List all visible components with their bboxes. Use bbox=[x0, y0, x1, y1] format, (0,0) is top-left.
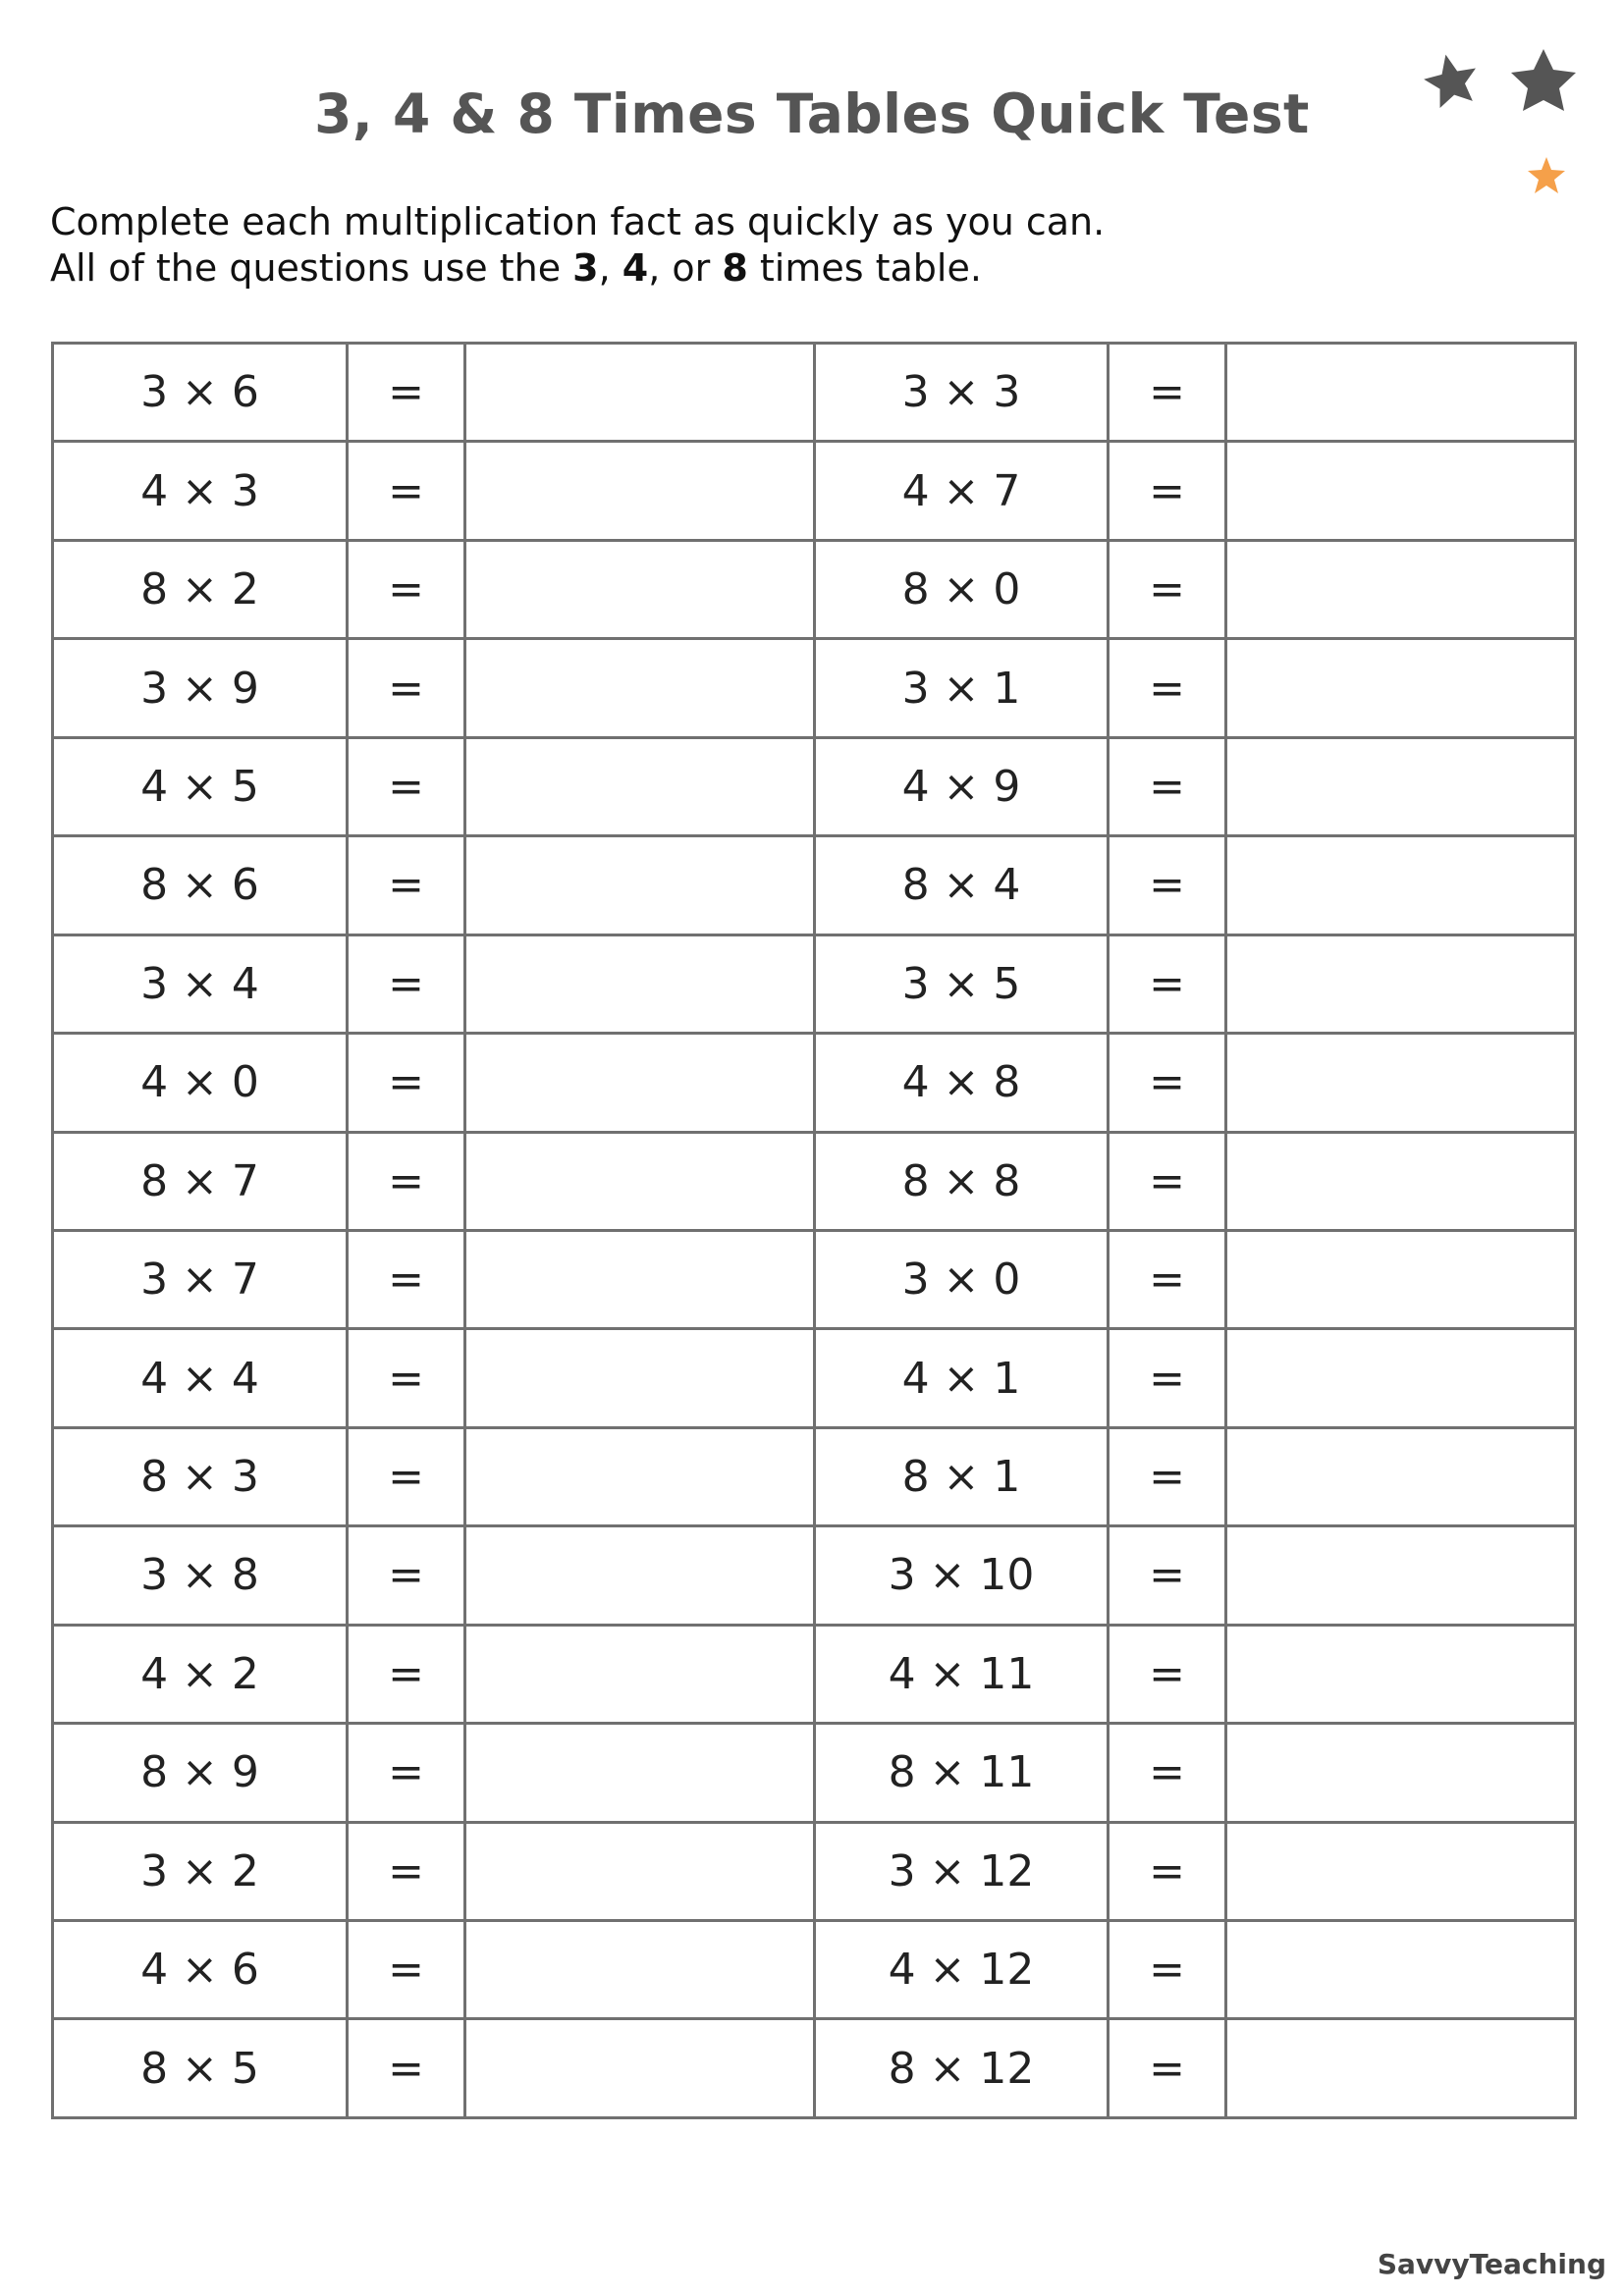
answer-box-left[interactable] bbox=[465, 442, 815, 540]
equals-sign: = bbox=[1109, 1526, 1226, 1625]
equals-sign: = bbox=[1109, 1329, 1226, 1427]
table-row bbox=[53, 1724, 1576, 1822]
answer-box-right[interactable] bbox=[1226, 1427, 1576, 1525]
equals-sign: = bbox=[348, 1132, 465, 1230]
equals-sign: = bbox=[1109, 1724, 1226, 1822]
equals-sign: = bbox=[1109, 344, 1226, 442]
question-right: 8 × 1 bbox=[815, 1427, 1109, 1525]
equals-sign: = bbox=[1109, 1921, 1226, 2019]
page-title: 3, 4 & 8 Times Tables Quick Test bbox=[314, 82, 1310, 145]
table-row bbox=[53, 1625, 1576, 1723]
question-right: 3 × 10 bbox=[815, 1526, 1109, 1625]
question-right: 4 × 1 bbox=[815, 1329, 1109, 1427]
table-row bbox=[53, 442, 1576, 540]
answer-box-left[interactable] bbox=[465, 1034, 815, 1132]
answer-box-left[interactable] bbox=[465, 934, 815, 1033]
equals-sign: = bbox=[1109, 1427, 1226, 1525]
answer-box-right[interactable] bbox=[1226, 1132, 1576, 1230]
question-right: 4 × 11 bbox=[815, 1625, 1109, 1723]
equals-sign: = bbox=[1109, 1230, 1226, 1328]
equals-sign: = bbox=[348, 836, 465, 934]
answer-box-left[interactable] bbox=[465, 639, 815, 737]
table-row bbox=[53, 2019, 1576, 2118]
table-row bbox=[53, 639, 1576, 737]
equals-sign: = bbox=[348, 2019, 465, 2118]
question-left: 3 × 6 bbox=[53, 344, 348, 442]
question-left: 4 × 6 bbox=[53, 1921, 348, 2019]
answer-box-left[interactable] bbox=[465, 1427, 815, 1525]
equals-sign: = bbox=[1109, 1625, 1226, 1723]
instructions-line-1: Complete each multiplication fact as quickly as you can. bbox=[50, 200, 1106, 243]
instructions-text: times table. bbox=[747, 246, 982, 290]
equals-sign: = bbox=[348, 344, 465, 442]
question-right: 8 × 4 bbox=[815, 836, 1109, 934]
answer-box-right[interactable] bbox=[1226, 1526, 1576, 1625]
answer-box-left[interactable] bbox=[465, 344, 815, 442]
question-left: 3 × 7 bbox=[53, 1230, 348, 1328]
question-left: 3 × 8 bbox=[53, 1526, 348, 1625]
equals-sign: = bbox=[1109, 1034, 1226, 1132]
equals-sign: = bbox=[348, 1724, 465, 1822]
answer-box-left[interactable] bbox=[465, 1329, 815, 1427]
quiz-table bbox=[51, 342, 1577, 2119]
question-left: 4 × 5 bbox=[53, 737, 348, 835]
question-left: 8 × 3 bbox=[53, 1427, 348, 1525]
equals-sign: = bbox=[1109, 737, 1226, 835]
answer-box-right[interactable] bbox=[1226, 639, 1576, 737]
question-left: 8 × 2 bbox=[53, 540, 348, 638]
answer-box-right[interactable] bbox=[1226, 2019, 1576, 2118]
question-left: 8 × 5 bbox=[53, 2019, 348, 2118]
equals-sign: = bbox=[1109, 540, 1226, 638]
table-row bbox=[53, 1921, 1576, 2019]
equals-sign: = bbox=[348, 1921, 465, 2019]
equals-sign: = bbox=[348, 442, 465, 540]
equals-sign: = bbox=[348, 1034, 465, 1132]
answer-box-right[interactable] bbox=[1226, 1822, 1576, 1920]
question-left: 4 × 4 bbox=[53, 1329, 348, 1427]
question-right: 4 × 7 bbox=[815, 442, 1109, 540]
answer-box-left[interactable] bbox=[465, 1526, 815, 1625]
question-left: 8 × 9 bbox=[53, 1724, 348, 1822]
question-right: 4 × 12 bbox=[815, 1921, 1109, 2019]
equals-sign: = bbox=[348, 737, 465, 835]
answer-box-right[interactable] bbox=[1226, 1724, 1576, 1822]
question-left: 4 × 0 bbox=[53, 1034, 348, 1132]
equals-sign: = bbox=[1109, 836, 1226, 934]
star-icon-orange bbox=[1528, 157, 1565, 193]
equals-sign: = bbox=[348, 1625, 465, 1723]
equals-sign: = bbox=[348, 934, 465, 1033]
equals-sign: = bbox=[1109, 639, 1226, 737]
instructions-text: All of the questions use the bbox=[50, 246, 573, 290]
table-number-8: 8 bbox=[722, 246, 748, 290]
question-left: 3 × 9 bbox=[53, 639, 348, 737]
answer-box-right[interactable] bbox=[1226, 737, 1576, 835]
equals-sign: = bbox=[1109, 2019, 1226, 2118]
table-row bbox=[53, 1329, 1576, 1427]
instructions-line-2 bbox=[50, 245, 1105, 292]
question-right: 8 × 8 bbox=[815, 1132, 1109, 1230]
equals-sign: = bbox=[348, 1329, 465, 1427]
question-right: 3 × 5 bbox=[815, 934, 1109, 1033]
equals-sign: = bbox=[348, 639, 465, 737]
answer-box-right[interactable] bbox=[1226, 442, 1576, 540]
equals-sign: = bbox=[348, 1427, 465, 1525]
answer-box-left[interactable] bbox=[465, 1230, 815, 1328]
table-row bbox=[53, 934, 1576, 1033]
table-row bbox=[53, 836, 1576, 934]
table-number-3: 3 bbox=[572, 246, 599, 290]
answer-box-right[interactable] bbox=[1226, 836, 1576, 934]
instructions bbox=[50, 199, 1105, 292]
answer-box-left[interactable] bbox=[465, 1132, 815, 1230]
question-right: 8 × 0 bbox=[815, 540, 1109, 638]
answer-box-left[interactable] bbox=[465, 1822, 815, 1920]
equals-sign: = bbox=[348, 540, 465, 638]
instructions-separator: , or bbox=[648, 246, 723, 290]
question-right: 3 × 12 bbox=[815, 1822, 1109, 1920]
question-left: 8 × 6 bbox=[53, 836, 348, 934]
equals-sign: = bbox=[1109, 1822, 1226, 1920]
equals-sign: = bbox=[348, 1230, 465, 1328]
question-right: 3 × 3 bbox=[815, 344, 1109, 442]
answer-box-left[interactable] bbox=[465, 1724, 815, 1822]
answer-box-right[interactable] bbox=[1226, 1034, 1576, 1132]
question-right: 8 × 11 bbox=[815, 1724, 1109, 1822]
table-row bbox=[53, 540, 1576, 638]
answer-box-right[interactable] bbox=[1226, 1230, 1576, 1328]
brand-footer: SavvyTeaching bbox=[1377, 2248, 1606, 2280]
equals-sign: = bbox=[348, 1526, 465, 1625]
equals-sign: = bbox=[348, 1822, 465, 1920]
question-left: 3 × 2 bbox=[53, 1822, 348, 1920]
answer-box-right[interactable] bbox=[1226, 934, 1576, 1033]
question-right: 4 × 9 bbox=[815, 737, 1109, 835]
table-number-4: 4 bbox=[622, 246, 649, 290]
question-right: 3 × 0 bbox=[815, 1230, 1109, 1328]
question-left: 3 × 4 bbox=[53, 934, 348, 1033]
question-right: 4 × 8 bbox=[815, 1034, 1109, 1132]
answer-box-right[interactable] bbox=[1226, 1329, 1576, 1427]
table-row bbox=[53, 1132, 1576, 1230]
table-row bbox=[53, 344, 1576, 442]
answer-box-left[interactable] bbox=[465, 540, 815, 638]
table-row bbox=[53, 1230, 1576, 1328]
equals-sign: = bbox=[1109, 1132, 1226, 1230]
table-row bbox=[53, 1822, 1576, 1920]
equals-sign: = bbox=[1109, 442, 1226, 540]
answer-box-left[interactable] bbox=[465, 1625, 815, 1723]
question-left: 4 × 2 bbox=[53, 1625, 348, 1723]
answer-box-right[interactable] bbox=[1226, 1921, 1576, 2019]
answer-box-left[interactable] bbox=[465, 2019, 815, 2118]
answer-box-right[interactable] bbox=[1226, 1625, 1576, 1723]
equals-sign: = bbox=[1109, 934, 1226, 1033]
question-right: 3 × 1 bbox=[815, 639, 1109, 737]
answer-box-left[interactable] bbox=[465, 737, 815, 835]
question-left: 4 × 3 bbox=[53, 442, 348, 540]
question-right: 8 × 12 bbox=[815, 2019, 1109, 2118]
table-row bbox=[53, 1427, 1576, 1525]
answer-box-right[interactable] bbox=[1226, 540, 1576, 638]
answer-box-left[interactable] bbox=[465, 1921, 815, 2019]
question-left: 8 × 7 bbox=[53, 1132, 348, 1230]
table-row bbox=[53, 737, 1576, 835]
instructions-separator: , bbox=[598, 246, 623, 290]
table-row bbox=[53, 1526, 1576, 1625]
table-row bbox=[53, 1034, 1576, 1132]
answer-box-left[interactable] bbox=[465, 836, 815, 934]
answer-box-right[interactable] bbox=[1226, 344, 1576, 442]
